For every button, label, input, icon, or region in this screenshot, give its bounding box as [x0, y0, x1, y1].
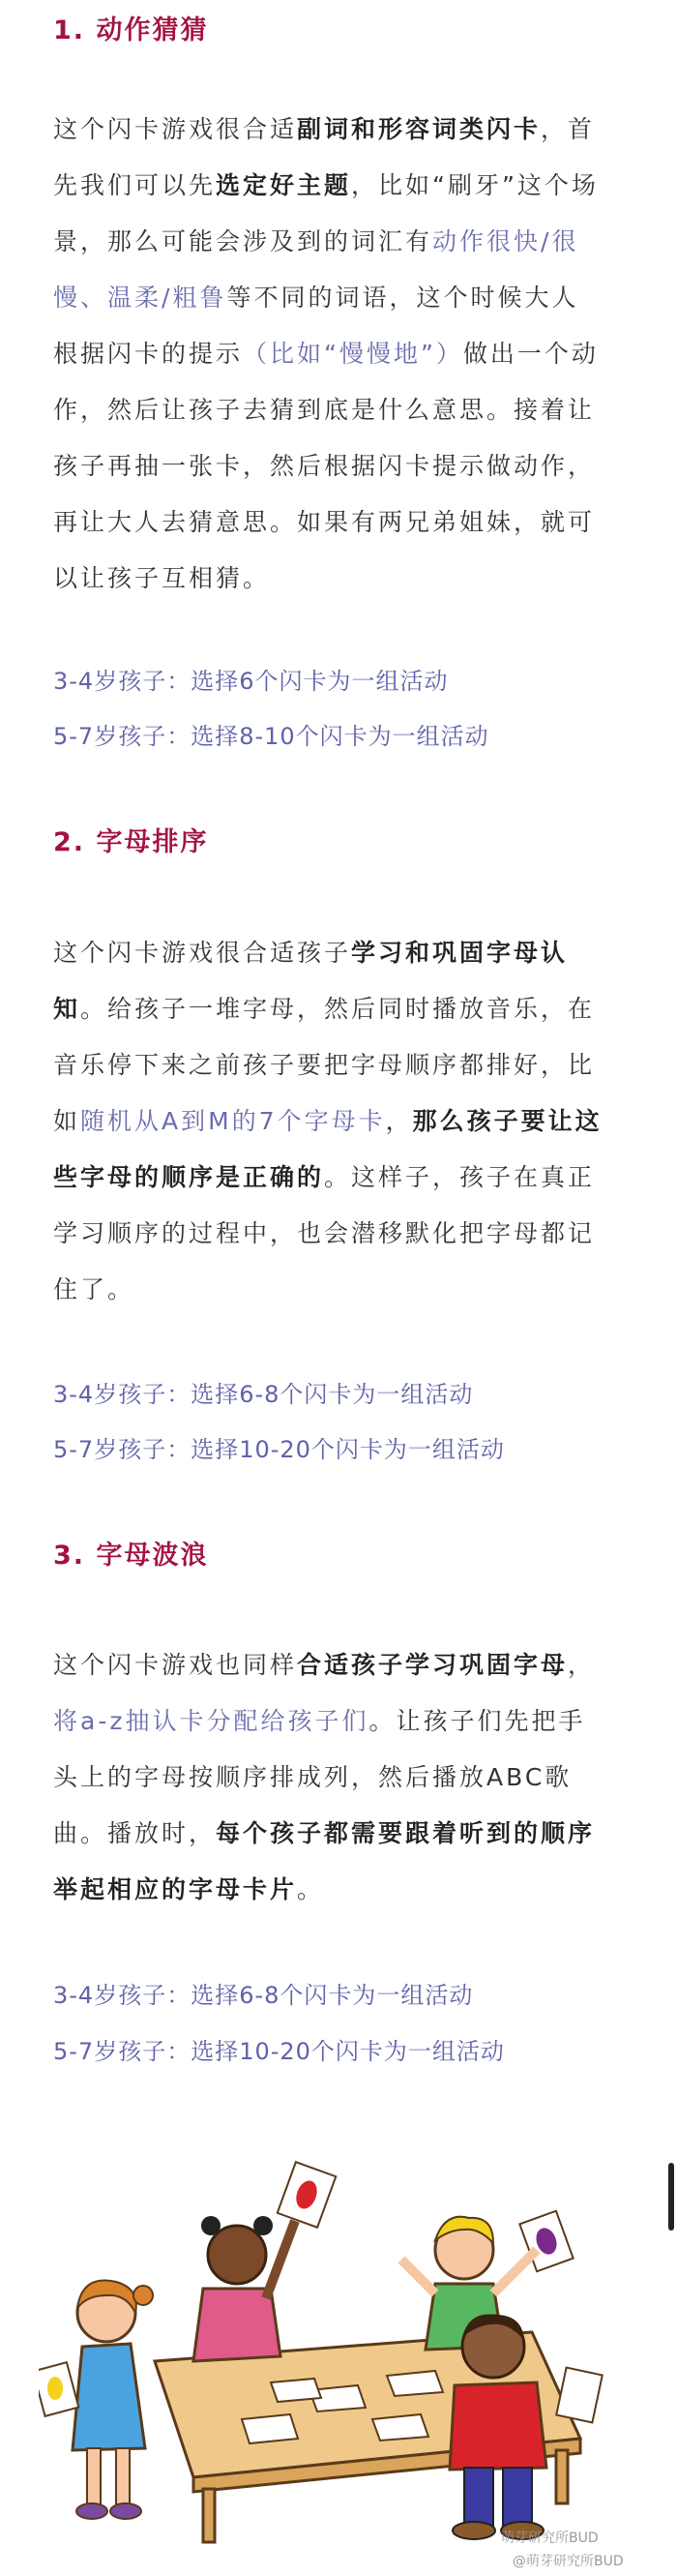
bold-text: 合适孩子学习巩固字母: [297, 1651, 569, 1679]
text-run: 这个闪卡游戏很合适: [53, 115, 298, 143]
highlighted-text: 随机从A到M的7个字母卡: [80, 1107, 386, 1135]
text-run: 这个闪卡游戏很合适孩子: [53, 939, 352, 967]
highlighted-text: （比如“慢慢地”）: [243, 340, 463, 368]
paragraph-line: [53, 326, 624, 382]
paragraph-line: [53, 494, 624, 551]
paragraph-line: [53, 214, 624, 270]
age-recommendation: 3-4岁孩子：选择6-8个闪卡为一组活动: [53, 1381, 474, 1408]
paragraph-line: [53, 1150, 624, 1206]
paragraph-line: [53, 1750, 624, 1806]
bold-text: 学习和巩固字母认: [351, 939, 569, 967]
text-run: 曲。播放时，: [53, 1819, 217, 1847]
paragraph-line: [53, 1862, 624, 1918]
highlighted-text: 慢、温柔/粗鲁: [53, 284, 227, 312]
text-run: 。: [297, 1875, 325, 1903]
paragraph-line: [53, 925, 624, 981]
paragraph-line: [53, 382, 624, 438]
paragraph-line: [53, 1637, 624, 1693]
child-left: [39, 2281, 153, 2519]
bold-text: 每个孩子都需要跟着听到的顺序: [216, 1819, 596, 1847]
text-run: ，比如“刷牙”这个场: [351, 171, 599, 199]
paragraph-line: [53, 438, 624, 494]
section-paragraph: [53, 925, 624, 1318]
text-run: 住了。: [53, 1275, 135, 1303]
paragraph-line: [53, 158, 624, 214]
paragraph-line: [53, 1093, 624, 1150]
scrollbar-thumb[interactable]: [668, 2163, 674, 2231]
paragraph-line: [53, 551, 624, 607]
text-run: 孩子再抽一张卡，然后根据闪卡提示做动作，: [53, 452, 596, 480]
section-heading: 2. 字母排序: [53, 827, 209, 857]
paragraph-line: [53, 1693, 624, 1750]
text-run: 这个闪卡游戏也同样: [53, 1651, 298, 1679]
age-recommendation: 3-4岁孩子：选择6个闪卡为一组活动: [53, 668, 449, 695]
section-heading: 3. 字母波浪: [53, 1541, 209, 1571]
text-run: 先我们可以先: [53, 171, 217, 199]
text-run: 等不同的词语，这个时候大人: [226, 284, 579, 312]
text-run: 做出一个动: [462, 340, 599, 368]
bold-text: 副词和形容词类闪卡: [297, 115, 542, 143]
children-flashcard-illustration: [39, 2129, 619, 2555]
watermark-bottom: @萌芽研究所BUD: [513, 2554, 624, 2569]
highlighted-text: 将a-z抽认卡分配给孩子们: [53, 1707, 369, 1735]
paragraph-line: [53, 1806, 624, 1862]
text-run: 。这样子，孩子在真正: [324, 1163, 596, 1191]
section-heading: 1. 动作猜猜: [53, 15, 209, 45]
paragraph-line: [53, 270, 624, 326]
paragraph-line: [53, 981, 624, 1037]
paragraph-line: [53, 1037, 624, 1093]
text-run: 如: [53, 1107, 81, 1135]
highlighted-text: 动作很快/很: [432, 227, 579, 255]
text-run: 。让孩子们先把手: [368, 1707, 586, 1735]
text-run: 。给孩子一堆字母，然后同时播放音乐，在: [80, 995, 596, 1023]
paragraph-line: [53, 1206, 624, 1262]
age-recommendation: 5-7岁孩子：选择10-20个闪卡为一组活动: [53, 2038, 505, 2065]
age-recommendation: 5-7岁孩子：选择8-10个闪卡为一组活动: [53, 723, 489, 750]
age-recommendation: 3-4岁孩子：选择6-8个闪卡为一组活动: [53, 1982, 474, 2009]
bold-text: 知: [53, 995, 81, 1023]
text-run: 作，然后让孩子去猜到底是什么意思。接着让: [53, 396, 596, 424]
text-run: ，: [568, 1651, 596, 1679]
text-run: 以让孩子互相猜。: [53, 564, 271, 592]
text-run: ，: [385, 1107, 413, 1135]
text-run: 头上的字母按顺序排成列，然后播放ABC歌: [53, 1763, 573, 1791]
text-run: 再让大人去猜意思。如果有两兄弟姐妹，就可: [53, 508, 596, 536]
paragraph-line: [53, 102, 624, 158]
bold-text: 选定好主题: [216, 171, 352, 199]
text-run: 学习顺序的过程中，也会潜移默化把字母都记: [53, 1219, 596, 1247]
paragraph-line: [53, 1262, 624, 1318]
age-recommendation: 5-7岁孩子：选择10-20个闪卡为一组活动: [53, 1436, 505, 1463]
text-run: ，首: [541, 115, 596, 143]
section-paragraph: [53, 102, 624, 607]
text-run: 景，那么可能会涉及到的词汇有: [53, 227, 433, 255]
text-run: 根据闪卡的提示: [53, 340, 244, 368]
bold-text: 那么孩子要让这: [412, 1107, 603, 1135]
bold-text: 举起相应的字母卡片: [53, 1875, 298, 1903]
child-middle: [193, 2162, 336, 2361]
bold-text: 些字母的顺序是正确的: [53, 1163, 325, 1191]
watermark-inner: 萌芽研究所BUD: [501, 2531, 599, 2546]
section-paragraph: [53, 1637, 624, 1918]
text-run: 音乐停下来之前孩子要把字母顺序都排好，比: [53, 1051, 596, 1079]
